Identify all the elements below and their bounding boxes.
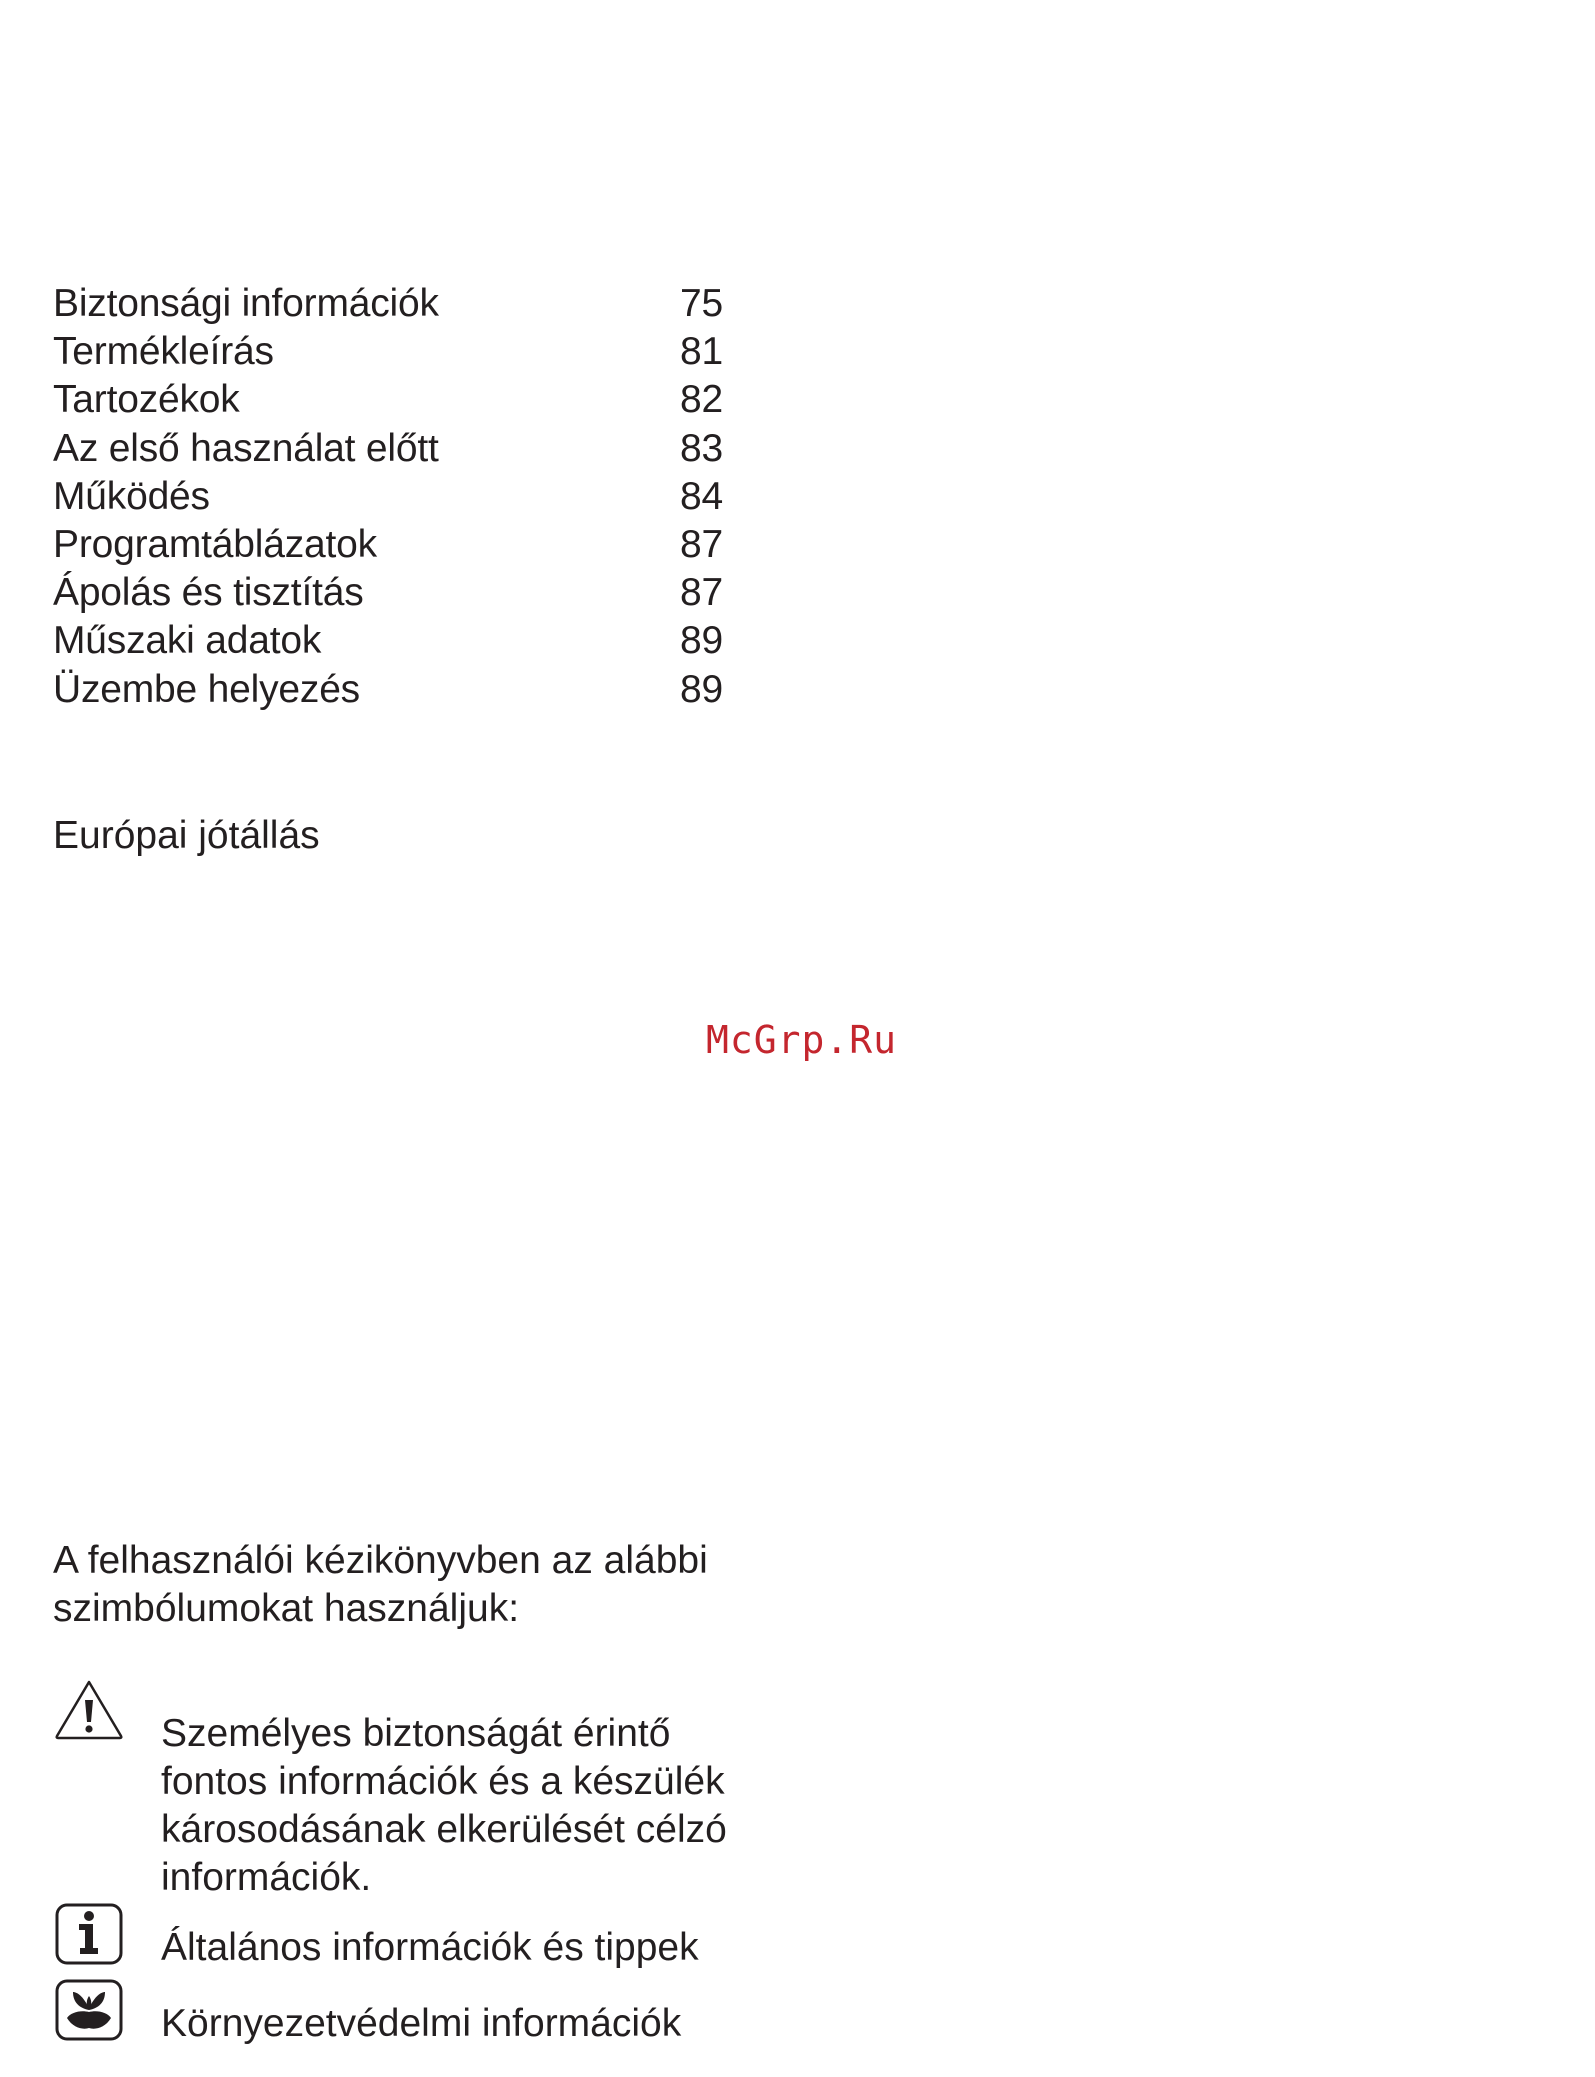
toc-entry-title: Tartozékok	[53, 378, 240, 422]
symbol-legend-info	[53, 1902, 761, 1972]
toc-entry-page: 75	[680, 282, 723, 325]
toc-entry-page: 87	[680, 522, 723, 566]
toc-entry-title: Biztonsági információk	[53, 282, 439, 325]
toc-entry[interactable]	[53, 328, 723, 376]
toc-entry-title: Termékleírás	[53, 330, 274, 374]
toc-entry-page: 82	[680, 378, 723, 422]
toc-entry-page: 87	[680, 571, 723, 615]
symbol-description: Személyes biztonságát érintő fontos információk és a készülék károsodásának elkerülését célzó információk.	[161, 1712, 727, 1899]
symbol-legend-environment	[53, 1978, 761, 2048]
toc-entry-title: Műszaki adatok	[53, 619, 322, 663]
warning-triangle-icon	[53, 1678, 125, 1742]
toc-entry[interactable]	[53, 569, 723, 617]
toc-entry-title: Működés	[53, 474, 210, 518]
toc-entry-title: Programtáblázatok	[53, 522, 377, 566]
toc-entry-title: Üzembe helyezés	[53, 667, 360, 711]
toc-entry-page: 81	[680, 330, 723, 374]
toc-entry[interactable]	[53, 425, 723, 473]
environment-icon	[53, 1978, 125, 2042]
toc-entry[interactable]	[53, 376, 723, 424]
symbols-intro-text: A felhasználói kézikönyvben az alábbi szimbólumokat használjuk:	[53, 1539, 708, 1630]
watermark-text: McGrp.Ru	[706, 1018, 898, 1062]
symbol-legend-warning	[53, 1678, 761, 1902]
toc-warranty-entry[interactable]: Európai jótállás	[53, 814, 320, 857]
table-of-contents	[53, 280, 723, 714]
toc-entry-title: Az első használat előtt	[53, 426, 439, 470]
toc-entry[interactable]	[53, 280, 723, 328]
info-icon	[53, 1902, 125, 1966]
toc-entry-page: 83	[680, 426, 723, 470]
toc-entry-page: 89	[680, 667, 723, 711]
toc-entry[interactable]	[53, 521, 723, 569]
toc-entry-page: 84	[680, 474, 723, 518]
toc-entry-page: 89	[680, 619, 723, 663]
symbol-description: Általános információk és tippek	[161, 1926, 699, 1969]
toc-entry-title: Ápolás és tisztítás	[53, 571, 364, 615]
toc-entry[interactable]	[53, 617, 723, 665]
toc-entry[interactable]	[53, 666, 723, 714]
symbol-description: Környezetvédelmi információk	[161, 2002, 682, 2045]
toc-entry[interactable]	[53, 473, 723, 521]
